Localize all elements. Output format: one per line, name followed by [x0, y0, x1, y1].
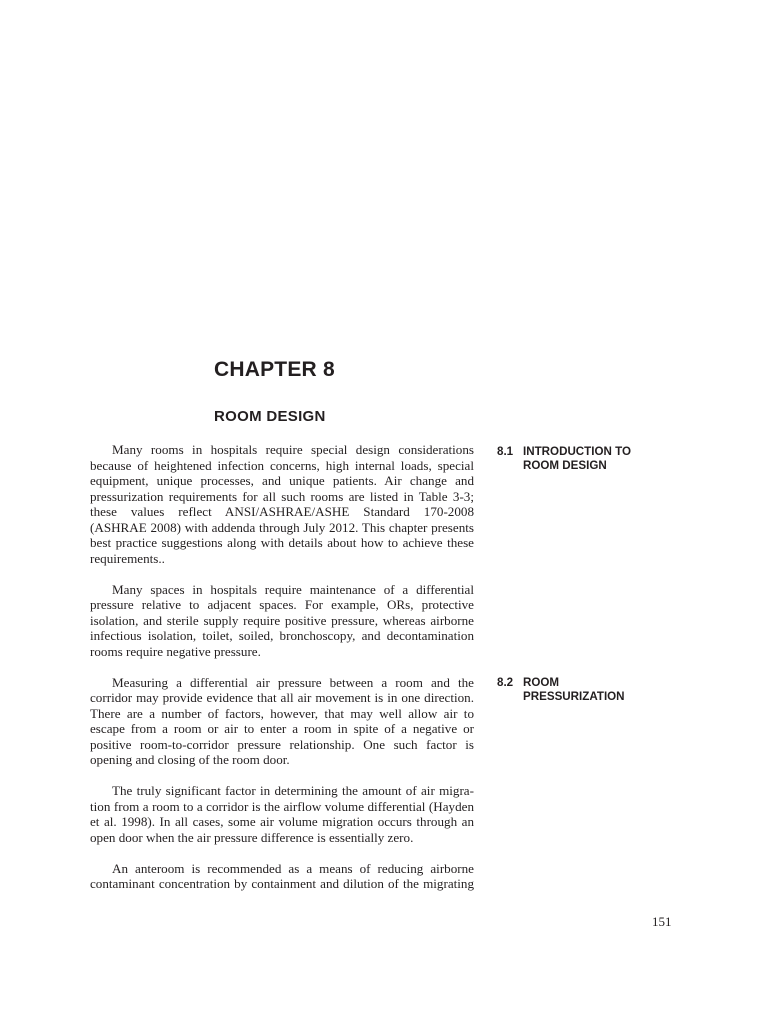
paragraph-anteroom: An anteroom is recommended as a means of reducing airborne contaminant concentration by containment and dilution of the migrating	[90, 860, 474, 891]
page-number: 151	[652, 914, 672, 929]
section-title: ROOM PRESSURIZATION	[523, 676, 625, 703]
paragraph-intro: Many rooms in hospitals require special design considerations because of heightened infection concerns, high internal loads, special equipment, unique processes, and unique patients. Air change and pressurization requirements for all such rooms are listed in Table 3-3; these values reflect ANSI/ASHRAE/ASHE Standard 170-2008 (ASHRAE 2008) with addenda through July 2012. This chapter presents best practice suggestions along with details about how to achieve these requirements..	[90, 442, 474, 566]
section-heading-8-1	[497, 445, 677, 473]
section-number: 8.2	[497, 676, 514, 689]
paragraph-measuring-pressure: Measuring a differential air pressure between a room and the corridor may provide evidence that all air movement is in one direction. There are a number of factors, however, that may well allow air to escape from a room or air to enter a room in spite of a negative or positive room-to-corridor pressure relationship. One such factor is opening and closing of the room door.	[90, 674, 474, 767]
chapter-subtitle: ROOM DESIGN	[214, 408, 326, 425]
section-title: INTRODUCTION TO ROOM DESIGN	[523, 445, 631, 472]
chapter-title: CHAPTER 8	[214, 358, 335, 381]
paragraph-airflow-volume: The truly significant factor in determining the amount of air migration from a room to a corridor is the airflow volume differential (Hayden et al. 1998). In all cases, some air volume migration occurs through an open door when the air pressure difference is essentially zero.	[90, 783, 474, 845]
section-number: 8.1	[497, 445, 514, 458]
section-heading-8-2	[497, 676, 677, 704]
body-text-column	[90, 442, 474, 907]
paragraph-differential-pressure: Many spaces in hospitals require maintenance of a differential pressure relative to adjacent spaces. For example, ORs, protective isolation, and sterile supply require positive pressure, whereas airborne infectious isolation, toilet, soiled, bronchoscopy, and decontamination rooms require negative pressure.	[90, 581, 474, 659]
